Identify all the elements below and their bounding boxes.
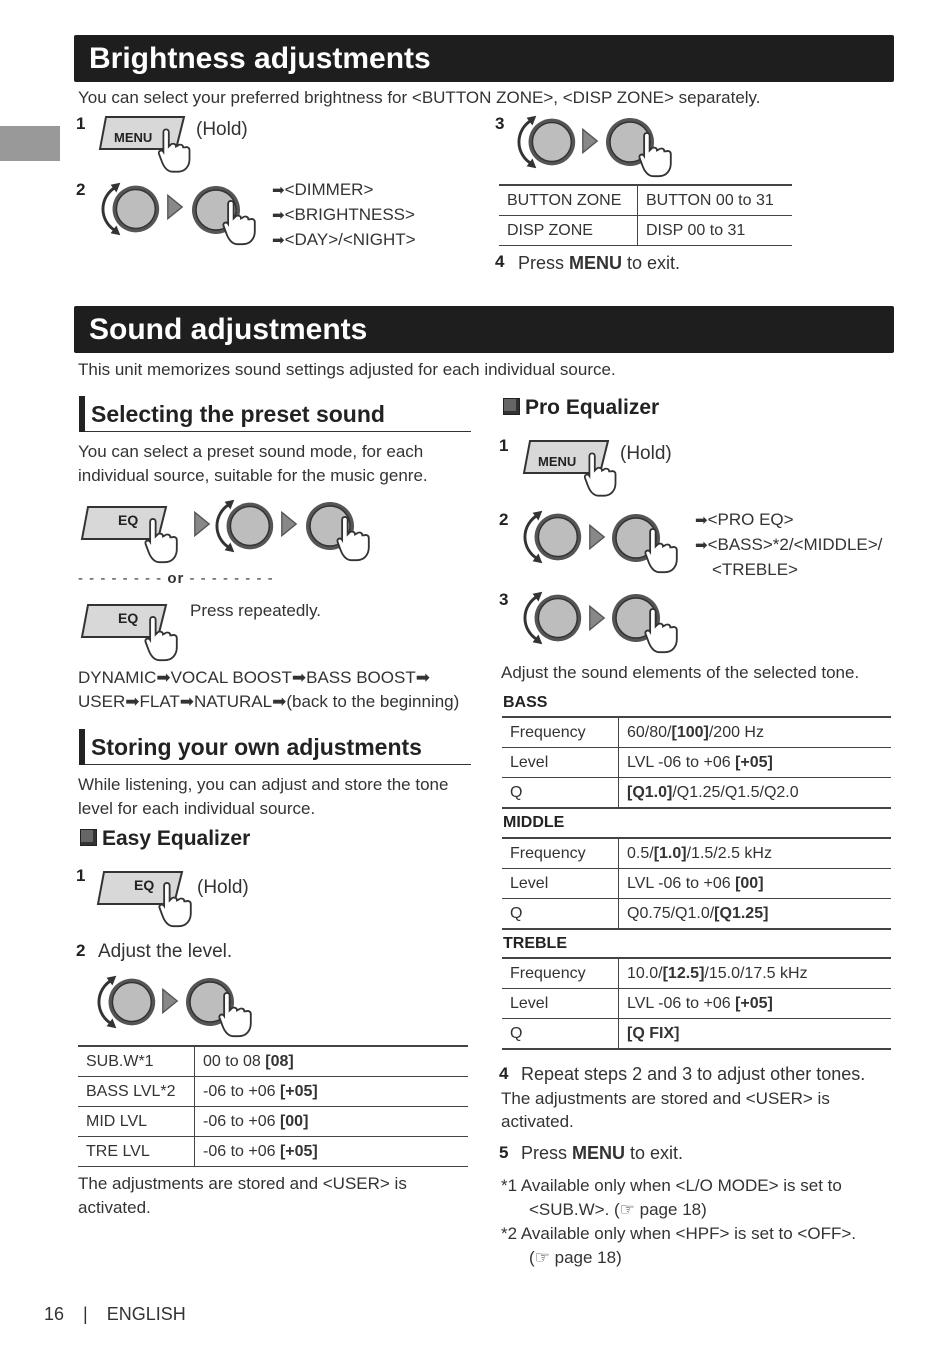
text-bold: [1.0] (653, 844, 687, 862)
arrow-right-icon (588, 604, 606, 632)
text-bold: [Q FIX] (627, 1024, 680, 1042)
pro-step3-num: 3 (499, 590, 509, 609)
pro-step4-num: 4 (499, 1064, 509, 1083)
rotate-knob-icon (518, 584, 588, 652)
text-part: to exit. (622, 253, 681, 273)
arrow-right-icon (193, 510, 211, 538)
preset-sequence-1: DYNAMIC➡VOCAL BOOST➡BASS BOOST➡ (78, 668, 430, 687)
table-cell: Q (502, 1019, 619, 1050)
rotate-knob-icon (518, 503, 588, 571)
menu-button-label: MENU (538, 454, 577, 469)
middle-table (502, 837, 891, 930)
easy-note-2: activated. (78, 1198, 151, 1217)
pro-adjust-text: Adjust the sound elements of the selected tone. (501, 663, 860, 682)
table-cell: DISP 00 to 31 (638, 216, 793, 246)
arrow-right-icon (161, 987, 179, 1015)
table-cell: Frequency (502, 838, 619, 869)
arrow-icon: ➡ (272, 207, 285, 224)
pro-step2-list (695, 508, 882, 582)
brightness-step2-list (272, 178, 416, 253)
text-part: 00 to 08 (203, 1052, 266, 1070)
table-row (502, 717, 891, 748)
rotate-knob-icon (92, 968, 162, 1036)
rotate-knob-icon (512, 108, 582, 176)
table-row (502, 869, 891, 899)
pro-eq-title-text: Pro Equalizer (525, 396, 660, 419)
text-part: Press (518, 253, 570, 273)
brightness-step2-num: 2 (76, 180, 86, 199)
menu-item-pro-eq: <PRO EQ> (707, 510, 794, 529)
eq-button-label: EQ (118, 610, 139, 626)
menu-item-day-night: <DAY>/<NIGHT> (284, 230, 416, 249)
press-hand-icon (644, 608, 682, 654)
easy-eq-title (80, 827, 250, 851)
menu-item-dimmer: <DIMMER> (284, 180, 374, 199)
menu-item-brightness: <BRIGHTNESS> (284, 205, 415, 224)
text-part: /200 Hz (708, 723, 764, 741)
text-part: Q0.75/Q1.0/ (627, 904, 715, 922)
square-bullet-icon (80, 829, 97, 846)
eq-button-label: EQ (134, 877, 155, 893)
table-cell (619, 958, 892, 989)
table-cell (619, 748, 892, 778)
table-cell: MID LVL (78, 1107, 195, 1137)
text-bold: [Q1.0] (627, 783, 673, 801)
text-bold: [00] (735, 874, 764, 892)
text-part: LVL -06 to +06 (627, 874, 736, 892)
table-cell: Q (502, 778, 619, 809)
arrow-icon: ➡ (695, 512, 708, 529)
table-cell (619, 717, 892, 748)
easy-note-1: The adjustments are stored and <USER> is (78, 1174, 407, 1193)
menu-item-treble: <TREBLE> (712, 560, 798, 579)
table-row (499, 185, 792, 216)
press-hand-icon (218, 992, 256, 1038)
press-hand-icon (638, 132, 676, 178)
text-part: -06 to +06 (203, 1142, 280, 1160)
text-part: 0.5/ (627, 844, 654, 862)
table-cell (619, 778, 892, 809)
easy-step1-num: 1 (76, 866, 86, 885)
text-part: /15.0/17.5 kHz (704, 964, 808, 982)
brightness-step1-action: (Hold) (196, 119, 248, 140)
text-part: to exit. (625, 1143, 684, 1163)
table-cell: SUB.W*1 (78, 1046, 195, 1077)
preset-title: Selecting the preset sound (79, 396, 385, 432)
arrow-right-icon (280, 510, 298, 538)
or-label: or (167, 570, 185, 587)
footer-language: ENGLISH (106, 1304, 186, 1324)
text-bold: MENU (569, 253, 623, 273)
table-cell: DISP ZONE (499, 216, 638, 246)
table-cell (619, 989, 892, 1019)
brightness-intro: You can select your preferred brightness for <BUTTON ZONE>, <DISP ZONE> separately. (78, 88, 761, 107)
menu-button-label: MENU (114, 130, 153, 145)
brightness-step1-num: 1 (76, 114, 86, 133)
table-cell: BASS LVL*2 (78, 1077, 195, 1107)
easy-step2-num: 2 (76, 941, 86, 960)
storing-desc-2: level for each individual source. (78, 799, 316, 818)
brightness-step4-text (518, 251, 680, 275)
press-hand-icon (158, 882, 196, 928)
table-cell: TRE LVL (78, 1137, 195, 1167)
text-bold: [100] (671, 723, 709, 741)
sound-intro: This unit memorizes sound settings adjusted for each individual source. (78, 360, 616, 379)
text-bold: [12.5] (662, 964, 705, 982)
arrow-right-icon (581, 127, 599, 155)
table-cell (195, 1107, 469, 1137)
footnote-1b: <SUB.W>. (☞ page 18) (529, 1200, 707, 1219)
table-row (502, 958, 891, 989)
rotate-knob-icon (96, 175, 166, 243)
table-cell: Level (502, 869, 619, 899)
table-cell: Q (502, 899, 619, 930)
press-hand-icon (336, 516, 374, 562)
table-cell: Level (502, 748, 619, 778)
pro-step2-num: 2 (499, 510, 509, 529)
text-part: LVL -06 to +06 (627, 753, 736, 771)
arrow-icon: ➡ (272, 232, 285, 249)
table-row (499, 216, 792, 246)
table-cell: BUTTON ZONE (499, 185, 638, 216)
divider (85, 431, 471, 432)
bass-heading: BASS (503, 694, 548, 711)
text-part: LVL -06 to +06 (627, 994, 736, 1012)
pro-note-1: The adjustments are stored and <USER> is (501, 1089, 830, 1108)
arrow-icon: ➡ (695, 537, 708, 554)
footnote-2b: (☞ page 18) (529, 1248, 622, 1267)
text-bold: [+05] (735, 994, 773, 1012)
pro-note-2: activated. (501, 1112, 574, 1131)
table-row (502, 748, 891, 778)
text-part: Press (521, 1143, 573, 1163)
text-part: /Q1.25/Q1.5/Q2.0 (672, 783, 799, 801)
middle-heading: MIDDLE (503, 814, 565, 831)
table-row (502, 899, 891, 930)
table-row (502, 989, 891, 1019)
press-hand-icon (584, 452, 620, 498)
easy-eq-title-text: Easy Equalizer (102, 827, 251, 850)
arrow-icon: ➡ (272, 182, 285, 199)
text-part: -06 to +06 (203, 1112, 280, 1130)
brightness-table (499, 184, 792, 246)
table-cell (195, 1046, 469, 1077)
brightness-title: Brightness adjustments (74, 35, 894, 82)
pro-step1-action: (Hold) (620, 443, 672, 464)
preset-desc-1: You can select a preset sound mode, for each (78, 442, 424, 461)
preset-sequence-2: USER➡FLAT➡NATURAL➡(back to the beginning) (78, 692, 460, 711)
text-bold: [00] (279, 1112, 309, 1130)
arrow-right-icon (166, 193, 184, 221)
text-bold: [Q1.25] (714, 904, 769, 922)
pro-step4-text: Repeat steps 2 and 3 to adjust other tones. (521, 1064, 866, 1084)
table-cell (195, 1137, 469, 1167)
table-cell: Frequency (502, 717, 619, 748)
table-cell: Level (502, 989, 619, 1019)
text-part: -06 to +06 (203, 1082, 280, 1100)
footnote-1a: *1 Available only when <L/O MODE> is set to (501, 1176, 842, 1195)
or-separator: - - - - - - - - or - - - - - - - - (78, 570, 274, 587)
storing-title: Storing your own adjustments (79, 729, 422, 765)
easy-step2-text: Adjust the level. (98, 941, 233, 962)
text-part: 10.0/ (627, 964, 663, 982)
table-cell (619, 869, 892, 899)
bass-table (502, 716, 891, 809)
eq-button-label: EQ (118, 512, 139, 528)
menu-item-bass-middle: <BASS>*2/<MIDDLE>/ (707, 535, 883, 554)
press-hand-icon (158, 128, 194, 174)
rotate-knob-icon (210, 492, 280, 560)
footer-separator: | (83, 1304, 88, 1324)
preset-desc-2: individual source, suitable for the music genre. (78, 466, 428, 485)
treble-table (502, 957, 891, 1050)
table-row (502, 778, 891, 809)
press-hand-icon (222, 200, 260, 246)
table-cell: Frequency (502, 958, 619, 989)
brightness-step3-num: 3 (495, 114, 505, 133)
preset-repeat-text: Press repeatedly. (190, 601, 322, 620)
text-part: 60/80/ (627, 723, 672, 741)
table-cell (619, 1019, 892, 1050)
text-bold: [+05] (279, 1082, 318, 1100)
page-number: 16 (44, 1304, 65, 1324)
brightness-step4-num: 4 (495, 252, 505, 271)
square-bullet-icon (503, 398, 520, 415)
pro-step5-text (521, 1141, 683, 1165)
press-hand-icon (144, 616, 182, 662)
sound-title: Sound adjustments (74, 306, 894, 353)
table-row (502, 1019, 891, 1050)
press-hand-icon (144, 518, 182, 564)
arrow-right-icon (588, 523, 606, 551)
pro-eq-title (503, 396, 659, 420)
page-footer (44, 1302, 186, 1326)
storing-desc-1: While listening, you can adjust and store the tone (78, 775, 449, 794)
table-row (78, 1077, 468, 1107)
text-bold: [+05] (735, 753, 773, 771)
table-row (502, 838, 891, 869)
footnote-2a: *2 Available only when <HPF> is set to <OFF>. (501, 1224, 856, 1243)
text-bold: [+05] (279, 1142, 318, 1160)
pro-step1-num: 1 (499, 436, 509, 455)
table-row (78, 1046, 468, 1077)
text-bold: [08] (265, 1052, 294, 1070)
text-bold: MENU (572, 1143, 626, 1163)
text-part: /1.5/2.5 kHz (686, 844, 772, 862)
press-hand-icon (644, 528, 682, 574)
page-tab-marker (0, 126, 60, 161)
easy-step1-action: (Hold) (197, 877, 249, 898)
table-cell (619, 899, 892, 930)
table-cell: BUTTON 00 to 31 (638, 185, 793, 216)
table-cell (619, 838, 892, 869)
table-row (78, 1107, 468, 1137)
table-row (78, 1137, 468, 1167)
pro-step5-num: 5 (499, 1143, 509, 1162)
divider (85, 764, 471, 765)
table-cell (195, 1077, 469, 1107)
treble-heading: TREBLE (503, 935, 567, 952)
easy-eq-table (78, 1045, 468, 1167)
